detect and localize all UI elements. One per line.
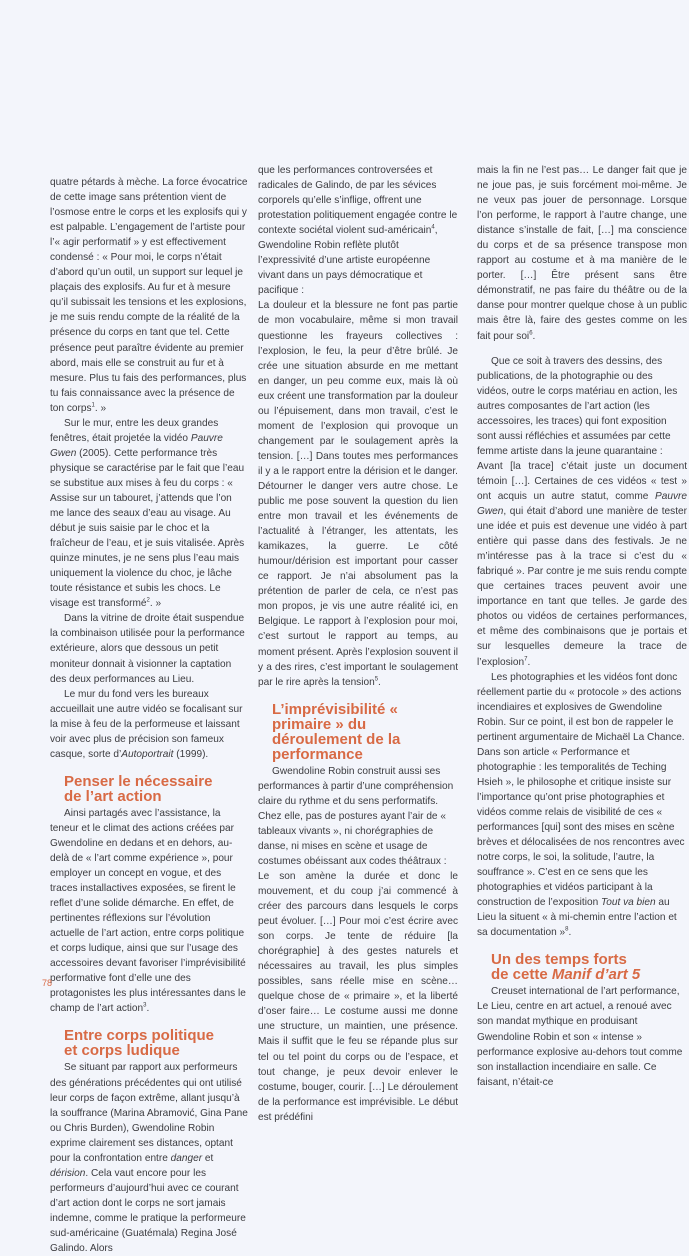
paragraph: Sur le mur, entre les deux grandes fenêtres, était projetée la vidéo Pauvre Gwen (2005). Cette performance très physique se caractérise par le fait que l’eau se substitue aux mises à feu du corps : « Assise sur un tabouret, j’attends que l’on me lance des seaux d’eau au visage. Au début je suis saisie par le choc et la fraîcheur de l’eau, et je suis vitalisée. Après quinze minutes, je ne sens plus l’eau mais uniquement la violence du choc, je lâche toute résistance et subis les chocs. Le visage est transformé$^2$. » — [50, 417, 245, 610]
work-title: Pauvre Gwen — [477, 490, 687, 518]
paragraph: Dans la vitrine de droite était suspendue la combinaison utilisée pour la performance extérieure, alors que dessous un petit moniteur donnait à visionner la captation des deux performances au Lieu. — [50, 613, 245, 685]
footnote-ref[interactable]: 4 — [431, 224, 435, 231]
paragraph: Gwendoline Robin construit aussi ses performances à partir d’une compréhension claire du rythme et du sens performatifs. Chez elle, pas de postures ayant l’air de « tableaux vivants », ni chorégraphies de danse, ni mises en scène et usage de costumes obéissant aux codes théâtraux : — [258, 765, 454, 867]
footnote-ref[interactable]: 7 — [524, 656, 528, 663]
section-heading: Un des temps forts de cette Manif d’art 5 — [491, 951, 641, 984]
work-title: Pauvre Gwen — [50, 432, 223, 459]
footnote-ref[interactable]: 3 — [143, 1003, 147, 1010]
block-quote: La douleur et la blessure ne font pas partie de mon vocabulaire, même si mon travail questionne les frayeurs collectives : l’explosion, le feu, la peur d’être brûlé. Je crée une situation absurde en me mettant en danger, un peu comme eux, mais là où eux créent une transformation par la douleur ou l’épuisement, dans mon travail, c’est le moment de l’explosion qui provoque un changement par le soulagement après la tension. […] Dans toutes mes performances il y a le rapport entre la dérision et le danger. Détourner le danger vers autre chose. Le public me pose souvent la question du lien entre mon travail et les événements de l’actualité à l’étranger, les attentats, les kamikazes, la guerre. Le côté humour/dérision est important pour casser ce rapport. Je n’ai absolument pas la prétention de parler de cela, ce n’est pas mon propos, je vis une autre réalité ici, en Belgique. Le rapport à l’explosion pour moi, c’est surtout le rapport au temps, au moment présent. Après l’explosion souvent il y a des rires, c’est important le soulagement par le rire après la tension$^5$. — [258, 300, 458, 688]
section-heading: Entre corps politique et corps ludique — [64, 1027, 215, 1060]
page-number: 78 — [42, 978, 53, 988]
block-quote: mais la fin ne l’est pas… Le danger fait que je ne joue pas, je suis forcément moi-même. Je ne veux pas jouer de personnage. Lorsque l’on performe, le rapport à l’autre change, une distance s’installe de fait, […] ma conscience du corps et de sa présence transpose mon rapport au costume et à ma manière de le porter. […] Être présent sans être démonstratif, ne pas faire du théâtre ou de la danse pour montrer quelque chose à un public mais être là, faire des gestes comme on les fait pour soi$^6$. — [477, 165, 687, 342]
paragraph: Se situant par rapport aux performeurs des générations précédentes qui ont utilisé leur corps de façon extrême, allant jusqu’à la souffrance (Marina Abramović, Gina Pane ou Chris Burden), Gwendoline Robin exprime clairement ses distances, optant pour la confrontation entre danger et dérision. Cela vaut encore pour les performeurs d’aujourd’hui avec ce courant d’art action dont le corps ne sort jamais indemne, comme le pratique la performeure sud-américaine (Guatémala) Regina José Galindo. Alors — [50, 1062, 248, 1255]
block-quote: Avant [la trace] c’était juste un document témoin […]. Certaines de ces vidéos « test » ont acquis un autre statut, comme Pauvre Gwen, qui était d’abord une manière de tester une idée et puis est devenue une vidéo à part entière qui passe dans des festivals. Je ne m’intéresse pas à la trace si c’est du « fabriqué ». Par contre je me suis rendu compte que certaines traces peuvent avoir une importance en tant que telles. Je garde des photos ou vidéos de certaines performances, et même des combinaisons que je portais et sur lesquelles demeure la trace de l’explosion$^7$. — [477, 460, 687, 668]
work-title: Autoportrait — [121, 748, 174, 760]
footnote-ref[interactable]: 8 — [565, 926, 569, 933]
paragraph: Que ce soit à travers des dessins, des publications, de la photographie ou des vidéos, outre le corps matériau en action, les autres composantes de l’art action (les accessoires, les traces) qui font exposition sont aussi réfléchies et assumées par cette femme artiste dans la jeune quarantaine : — [477, 355, 678, 457]
paragraph: Ainsi partagés avec l’assistance, la teneur et le climat des actions créées par Gwendoline en dedans et en dehors, au-delà de « l’art comme expérience », pour employer un concept en vogue, et des traces installactives exposées, se firent le reflet d’une solide démarche. En effet, de pertinentes réflexions sur l’évolution actuelle de l’art action, entre corps politique et corps ludique, ainsi que sur l’usage des accessoires devant favoriser l’imprévisibilité performative font d’elle une des protagonistes les plus intéressantes dans le champ de l’art action$^3$. — [50, 807, 246, 1015]
column-3 — [477, 163, 687, 1090]
footnote-ref[interactable]: 2 — [146, 597, 150, 604]
paragraph: que les performances controversées et radicales de Galindo, de par les sévices corporels qu’elle s’inflige, offrent une protestation politiquement engagée contre le contexte sociétal violent sud-américain$^4$, Gwendoline Robin reflète plutôt l’expressivité d’une artiste européenne vivant dans un pays démocratique et pacifique : — [258, 165, 458, 297]
paragraph: Le mur du fond vers les bureaux accueillait une autre vidéo se focalisant sur la mise à feu de la performeuse et laissant voir avec plus de précision son fameux casque, sorte d’Autoportrait (1999). — [50, 688, 243, 760]
footnote-ref[interactable]: 1 — [91, 402, 95, 409]
footnote-ref[interactable]: 6 — [529, 330, 533, 337]
section-heading: Penser le nécessaire de l’art action — [64, 772, 213, 805]
footnote-ref[interactable]: 5 — [374, 676, 379, 683]
block-quote: Le son amène la durée et donc le mouvement, et du coup j’ai commencé à créer des parcours dans lesquels le corps peut évoluer. […] Pour moi c’est écrire avec son corps. Je tente de réduire [la chorégraphie] à des gestes naturels et nécessaires au travail, les plus simples possibles, sans réelle mise en scène… quelque chose de « primaire », et la liberté d’oser faire… Le costume aussi me donne une structure, un maintien, une présence. Mais il suffit que le feu se répande plus sur tel ou tel point du corps ou de l’espace, et tout change, je peux devoir enlever le costume, bouger, courir. […] Le déroulement de la performance est imprévisible. Le début est prédéfini — [258, 870, 458, 1123]
column-2 — [258, 163, 458, 1125]
work-title: Tout va bien — [601, 897, 656, 909]
paragraph: Creuset international de l’art performance, Le Lieu, centre en art actuel, a renoué avec son mandat mythique en produisant Gwendoline Robin et son « intense » performance explosive au-dehors tout comme son installaction incendiaire en salle. Ce faisant, n’était-ce — [477, 986, 683, 1088]
section-heading: L’imprévisibilité « primaire » du déroulement de la performance — [272, 700, 401, 763]
paragraph: quatre pétards à mèche. La force évocatrice de cette image sans prétention vient de l’osmose entre le corps et les explosifs qui y est palpable. L’engagement de l’artiste pour l’« agir performatif » y est effectivement condensé : « Pour moi, le corps n’était d’abord qu’un outil, un support sur lequel je plaçais des explosifs. Au fur et à mesure qu’il subissait les tensions et les explosions, je me suis rendu compte de la réalité de la présence du corps en tant que tel. Cette présence peut paraître évidente au premier abord, mais elle se construit au fur et à mesure. Plus tu fais des performances, plus tu fais connaissance avec la présence de ton corps$^1$. » — [50, 177, 248, 414]
paragraph: Les photographies et les vidéos font donc réellement partie du « protocole » des actions incendiaires et explosives de Gwendoline Robin. Sur ce point, il est bon de rappeler le pertinent argumentaire de Michaël La Chance. Dans son article « Performance et photographie : les temporalités de Teching Hsieh », le philosophe et critique insiste sur l’importance qu’ont prise photographies et vidéos comme relais de visibilité de ces « performances [qui] sont des mises en scène brèves et délocalisées de nos rencontres avec notre corps, le soi, la solitude, l’autre, la souffrance ». C’est en ce sens que les photographies et vidéos participant à la construction de l’exposition Tout va bien au Lieu la situent « à mi-chemin entre l’action et sa documentation »$^8$. — [477, 671, 685, 939]
column-1 — [50, 175, 248, 1256]
